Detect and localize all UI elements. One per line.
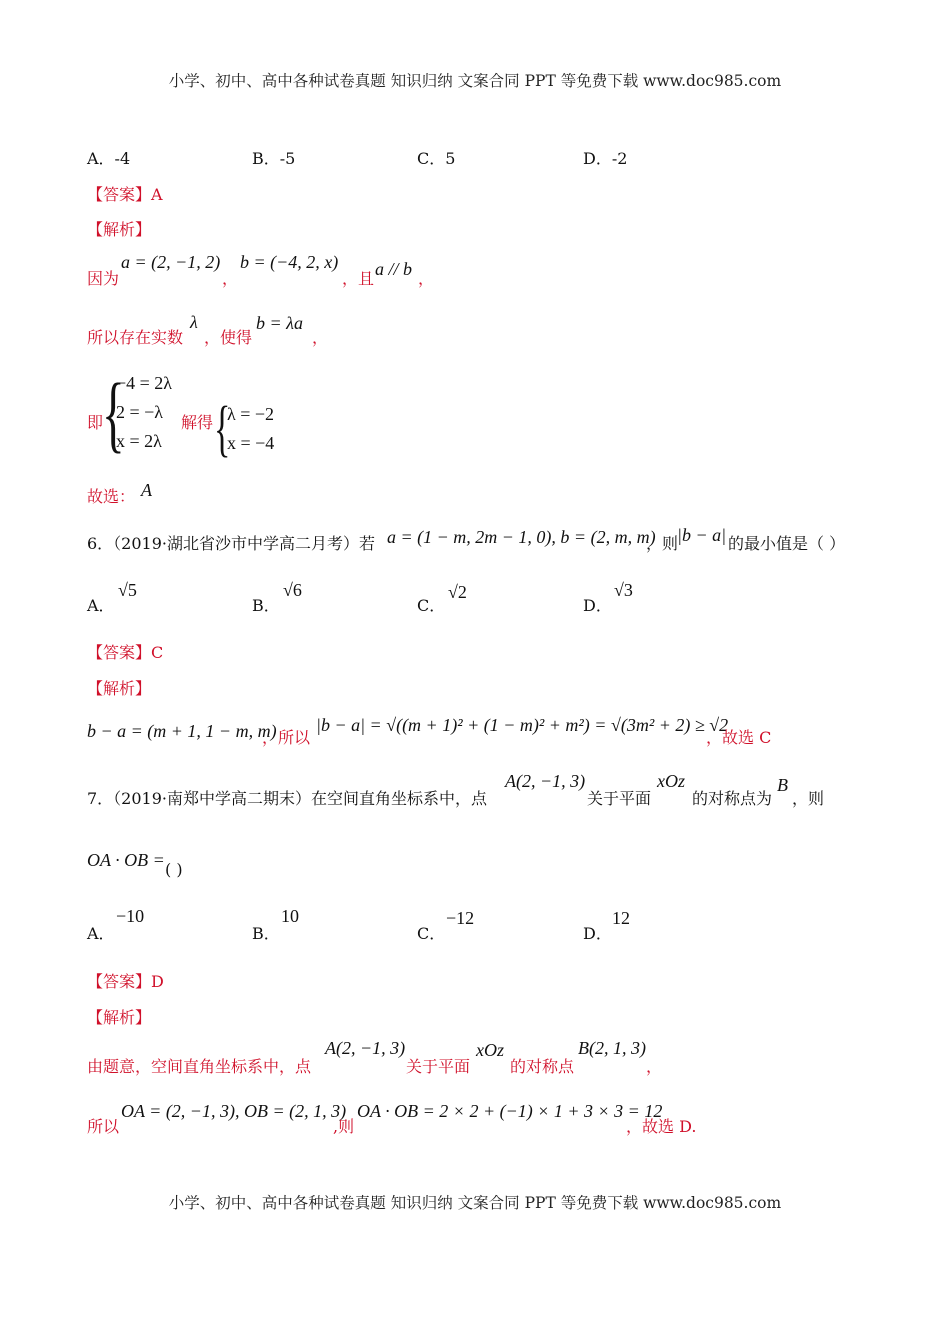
q7-stem-text2: 关于平面 (587, 789, 652, 808)
q6-stem-text2: ，则 (646, 534, 679, 553)
q5-l1-text1: 因为 (87, 269, 120, 288)
q7-stem-math1: A(2, −1, 3) (505, 771, 586, 791)
q5-system-mid: 解得 (181, 413, 214, 432)
q6-answer: 【答案】C (87, 643, 164, 662)
q7-stem2-math: OA · OB = (87, 850, 165, 870)
q5-l1-math2: b = (−4, 2, x) (240, 252, 339, 272)
q7-answer: 【答案】D (87, 972, 164, 991)
q5-system-eq2: 2 = −λ (116, 402, 164, 422)
q5-l1-text3: ，且 (342, 269, 375, 288)
q5-l1-math3: a // b (375, 259, 413, 279)
q7-l1-math1: A(2, −1, 3) (325, 1038, 406, 1058)
q7-stem-text1: 7．（2019·南郑中学高二期末）在空间直角坐标系中，点 (87, 789, 487, 808)
q5-choose-letter: A (141, 480, 152, 500)
page-footer: 小学、初中、高中各种试卷真题 知识归纳 文案合同 PPT 等免费下载 www.doc985.com (168, 1194, 782, 1212)
q6-line-text1: ，所以 (262, 728, 311, 747)
q6-option-c-value: √2 (448, 582, 467, 602)
q7-stem-text3: 的对称点为 (692, 789, 773, 808)
q5-l1-text4: ， (418, 269, 435, 288)
q6-stem-text1: 6．（2019·湖北省沙市中学高二月考）若 (87, 534, 375, 553)
q6-stem-text3: 的最小值是（ ） (728, 534, 846, 553)
q6-analysis-label: 【解析】 (87, 679, 152, 698)
q7-l1-math2: xOz (476, 1040, 504, 1060)
q5-option-d: D．-2 (583, 149, 628, 168)
page-header: 小学、初中、高中各种试卷真题 知识归纳 文案合同 PPT 等免费下载 www.doc985.com (168, 72, 782, 90)
q5-l2-text2: ，使得 (204, 328, 253, 347)
q6-option-b-value: √6 (283, 580, 302, 600)
q6-option-a-label: A． (87, 596, 115, 615)
q6-option-d-label: D． (583, 596, 612, 615)
q7-l2-text1: 所以 (87, 1117, 120, 1136)
q5-answer: 【答案】A (87, 185, 163, 204)
q5-l2-math2: b = λa (256, 313, 303, 333)
q7-option-c-label: C． (417, 924, 446, 943)
q5-l1-math1: a = (2, −1, 2) (121, 252, 221, 272)
q5-analysis-label: 【解析】 (87, 220, 152, 239)
q7-stem-math3: B (777, 775, 788, 795)
q7-l1-text1: 由题意，空间直角坐标系中，点 (87, 1057, 312, 1076)
q5-l2-math1: λ (190, 312, 198, 332)
q5-option-b: B．-5 (252, 149, 296, 168)
q7-option-d-label: D． (583, 924, 612, 943)
q7-l2-math1: OA = (2, −1, 3), OB = (2, 1, 3) (121, 1101, 347, 1121)
q5-system-prefix: 即 (87, 413, 104, 432)
q5-option-c: C．5 (417, 149, 456, 168)
q6-line-math2: |b − a| = √((m + 1)² + (1 − m)² + m²) = √(3m² + 2) ≥ √2 (316, 715, 729, 735)
q7-l1-text4: ， (646, 1057, 663, 1076)
q7-option-c-value: −12 (446, 908, 475, 928)
q5-l1-text2: ， (222, 269, 239, 288)
q7-l1-text3: 的对称点 (510, 1057, 575, 1076)
q6-option-d-value: √3 (614, 580, 633, 600)
q7-l2-text2: ,则 (333, 1117, 355, 1136)
q7-option-b-value: 10 (281, 906, 299, 926)
q5-solution-1: λ = −2 (227, 404, 275, 424)
q5-option-a: A．-4 (87, 149, 131, 168)
q7-l2-math2: OA · OB = 2 × 2 + (−1) × 1 + 3 × 3 = 12 (357, 1101, 663, 1121)
q7-stem2-paren: ( ) (165, 860, 183, 879)
q6-option-b-label: B． (252, 596, 280, 615)
system-brace-icon: { (102, 365, 125, 461)
q6-stem-math1: a = (1 − m, 2m − 1, 0), b = (2, m, m) (387, 527, 656, 547)
q5-l2-text3: ， (312, 328, 329, 347)
q7-option-d-value: 12 (612, 908, 630, 928)
q7-l2-text3: ，故选 D. (626, 1117, 697, 1136)
q5-system-eq1: −4 = 2λ (116, 373, 173, 393)
q6-stem-math2: |b − a| (677, 525, 727, 545)
q5-solution-2: x = −4 (227, 433, 275, 453)
q6-line-math1: b − a = (m + 1, 1 − m, m) (87, 721, 277, 741)
solution-brace-icon: { (214, 395, 231, 463)
q6-option-c-label: C． (417, 596, 446, 615)
q7-l1-math3: B(2, 1, 3) (578, 1038, 646, 1058)
q7-option-a-value: −10 (116, 906, 145, 926)
q5-system-eq3: x = 2λ (116, 431, 162, 451)
q5-choose-text: 故选： (87, 487, 136, 506)
q6-option-a-value: √5 (118, 580, 137, 600)
q7-analysis-label: 【解析】 (87, 1008, 152, 1027)
q6-line-text2: ，故选 C (706, 728, 772, 747)
q7-option-b-label: B． (252, 924, 280, 943)
q7-l1-text2: 关于平面 (406, 1057, 471, 1076)
q7-option-a-label: A． (87, 924, 115, 943)
q7-stem-text4: ，则 (792, 789, 825, 808)
q5-l2-text1: 所以存在实数 (87, 328, 184, 347)
q7-stem-math2: xOz (657, 771, 685, 791)
